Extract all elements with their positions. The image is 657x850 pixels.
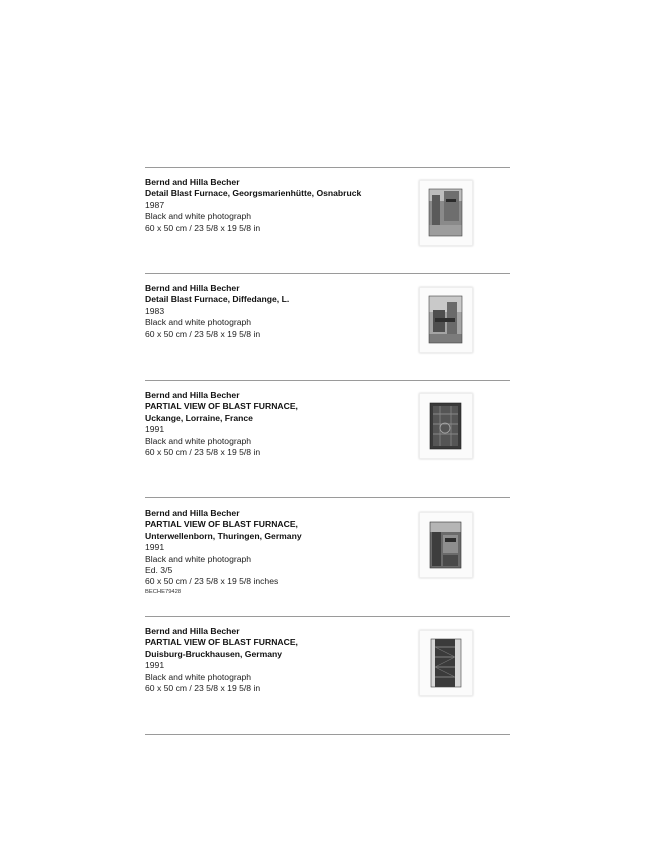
divider-rule bbox=[145, 734, 510, 735]
artwork-edition: Ed. 3/5 bbox=[145, 565, 173, 576]
artwork-thumbnail bbox=[419, 393, 473, 459]
artwork-medium: Black and white photograph bbox=[145, 435, 252, 446]
artwork-dimensions: 60 x 50 cm / 23 5/8 x 19 5/8 in bbox=[145, 683, 261, 694]
artwork-caption bbox=[145, 177, 405, 234]
artwork-thumbnail bbox=[419, 287, 473, 353]
artwork-thumbnail bbox=[419, 630, 473, 696]
artwork-thumbnail bbox=[419, 180, 473, 246]
divider-rule bbox=[145, 167, 510, 168]
divider-rule bbox=[145, 616, 510, 617]
artwork-title: Detail Blast Furnace, Georgsmarienhütte, Osnabruck bbox=[145, 188, 362, 199]
artwork-medium: Black and white photograph bbox=[145, 553, 252, 564]
divider-rule bbox=[145, 497, 510, 498]
artwork-medium: Black and white photograph bbox=[145, 317, 252, 328]
artwork-year: 1983 bbox=[145, 305, 165, 316]
artwork-title: PARTIAL VIEW OF BLAST FURNACE, bbox=[145, 637, 298, 648]
divider-rule bbox=[145, 273, 510, 274]
artwork-year: 1987 bbox=[145, 199, 165, 210]
artist-name: Bernd and Hilla Becher bbox=[145, 508, 240, 518]
artwork-dimensions: 60 x 50 cm / 23 5/8 x 19 5/8 inches bbox=[145, 576, 279, 587]
blast-furnace-photograph bbox=[420, 394, 472, 458]
artwork-dimensions: 60 x 50 cm / 23 5/8 x 19 5/8 in bbox=[145, 328, 261, 339]
artwork-caption bbox=[145, 390, 405, 458]
artwork-dimensions: 60 x 50 cm / 23 5/8 x 19 5/8 in bbox=[145, 222, 261, 233]
artist-name: Bernd and Hilla Becher bbox=[145, 283, 240, 293]
artwork-thumbnail bbox=[419, 512, 473, 578]
artist-name: Bernd and Hilla Becher bbox=[145, 390, 240, 400]
artwork-caption bbox=[145, 283, 405, 340]
inventory-number: BECHE79428 bbox=[145, 588, 182, 595]
artwork-title-line2: Uckange, Lorraine, France bbox=[145, 412, 253, 423]
artwork-title: PARTIAL VIEW OF BLAST FURNACE, bbox=[145, 519, 298, 530]
artwork-caption bbox=[145, 508, 405, 596]
artwork-title-line2: Duisburg-Bruckhausen, Germany bbox=[145, 648, 283, 659]
divider-rule bbox=[145, 380, 510, 381]
artist-name: Bernd and Hilla Becher bbox=[145, 177, 240, 187]
artwork-year: 1991 bbox=[145, 660, 165, 671]
artist-name: Bernd and Hilla Becher bbox=[145, 626, 240, 636]
artwork-year: 1991 bbox=[145, 542, 165, 553]
artwork-title: PARTIAL VIEW OF BLAST FURNACE, bbox=[145, 401, 298, 412]
artwork-title-line2: Unterwellenborn, Thuringen, Germany bbox=[145, 530, 302, 541]
blast-furnace-photograph bbox=[420, 631, 472, 695]
blast-furnace-photograph bbox=[420, 513, 472, 577]
artwork-title: Detail Blast Furnace, Diffedange, L. bbox=[145, 294, 290, 305]
artwork-medium: Black and white photograph bbox=[145, 211, 252, 222]
blast-furnace-photograph bbox=[420, 288, 472, 352]
artwork-dimensions: 60 x 50 cm / 23 5/8 x 19 5/8 in bbox=[145, 447, 261, 458]
artwork-year: 1991 bbox=[145, 424, 165, 435]
artwork-medium: Black and white photograph bbox=[145, 671, 252, 682]
artwork-caption bbox=[145, 626, 405, 694]
blast-furnace-photograph bbox=[420, 181, 472, 245]
